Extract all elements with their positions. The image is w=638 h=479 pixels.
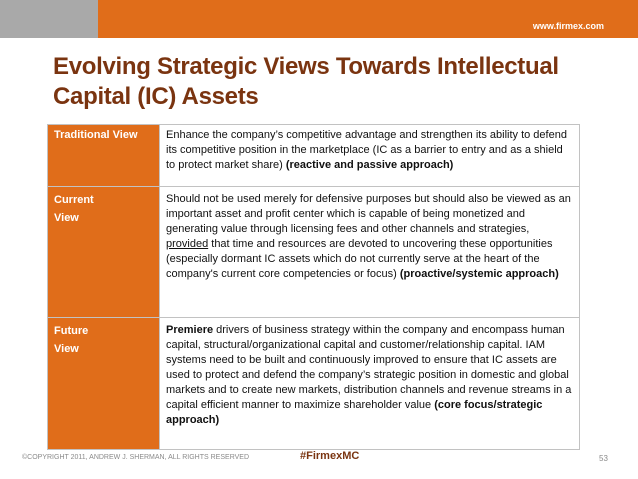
row-label-future: [48, 318, 160, 450]
approach-label: (core focus/strategic approach): [166, 399, 543, 426]
page-number: 53: [599, 454, 608, 463]
approach-label: (proactive/systemic approach): [399, 268, 559, 280]
slide-title: [53, 52, 613, 112]
row-label-line-1: Current: [54, 194, 94, 206]
table-row-future: [48, 318, 580, 450]
title-line-1: Evolving Strategic Views Towards Intellectual: [53, 53, 559, 80]
row-label-text: Traditional View: [54, 129, 138, 141]
row-description-current: [160, 187, 580, 318]
site-url: www.firmex.com: [532, 21, 604, 31]
description-text: drivers of business strategy within the company and encompass human capital, structural/organizational capital and customer/relationship capital. IAM systems need to be built and continuously improved to ensure that IC assets are used to protect and defend the company’s strategic position in domestic and global markets and to create new markets, distribution channels and revenue streams in a capital efficient manner to maximize shareholder value: [166, 324, 572, 411]
row-label-line-2: View: [54, 343, 79, 355]
row-label-line-2: View: [54, 212, 79, 224]
row-description-traditional: [160, 125, 580, 187]
title-line-2: Capital (IC) Assets: [53, 83, 259, 110]
description-text-cont: that time and resources are devoted to uncovering these opportunities (especially dormant IC assets which do not currently serve at the heart of the company's current core competencies or focus): [166, 238, 553, 280]
table-row-traditional: [48, 125, 580, 187]
table-row-current: [48, 187, 580, 318]
description-text: Should not be used merely for defensive purposes but should also be viewed as an important asset and profit center which is capable of being monetized and generating value through licensing fees and other channels and strategies,: [166, 193, 571, 235]
row-label-line-1: Future: [54, 325, 89, 337]
header-bar: [0, 0, 638, 38]
description-text: Enhance the company’s competitive advantage and strengthen its ability to defend its competitive position in the marketplace (IC as a barrier to entry and as a shield to protect market share): [166, 129, 567, 171]
ic-views-table: [47, 124, 580, 450]
approach-label: (reactive and passive approach): [285, 159, 454, 171]
copyright-notice: ©COPYRIGHT 2011, ANDREW J. SHERMAN, ALL RIGHTS RESERVED: [22, 454, 250, 461]
row-label-current: [48, 187, 160, 318]
header-grey-block: [0, 0, 98, 38]
hashtag: #FirmexMC: [300, 450, 360, 462]
lead-bold-text: Premiere: [166, 324, 214, 336]
underlined-text: provided: [166, 238, 209, 250]
row-label-traditional: [48, 125, 160, 187]
row-description-future: [160, 318, 580, 450]
